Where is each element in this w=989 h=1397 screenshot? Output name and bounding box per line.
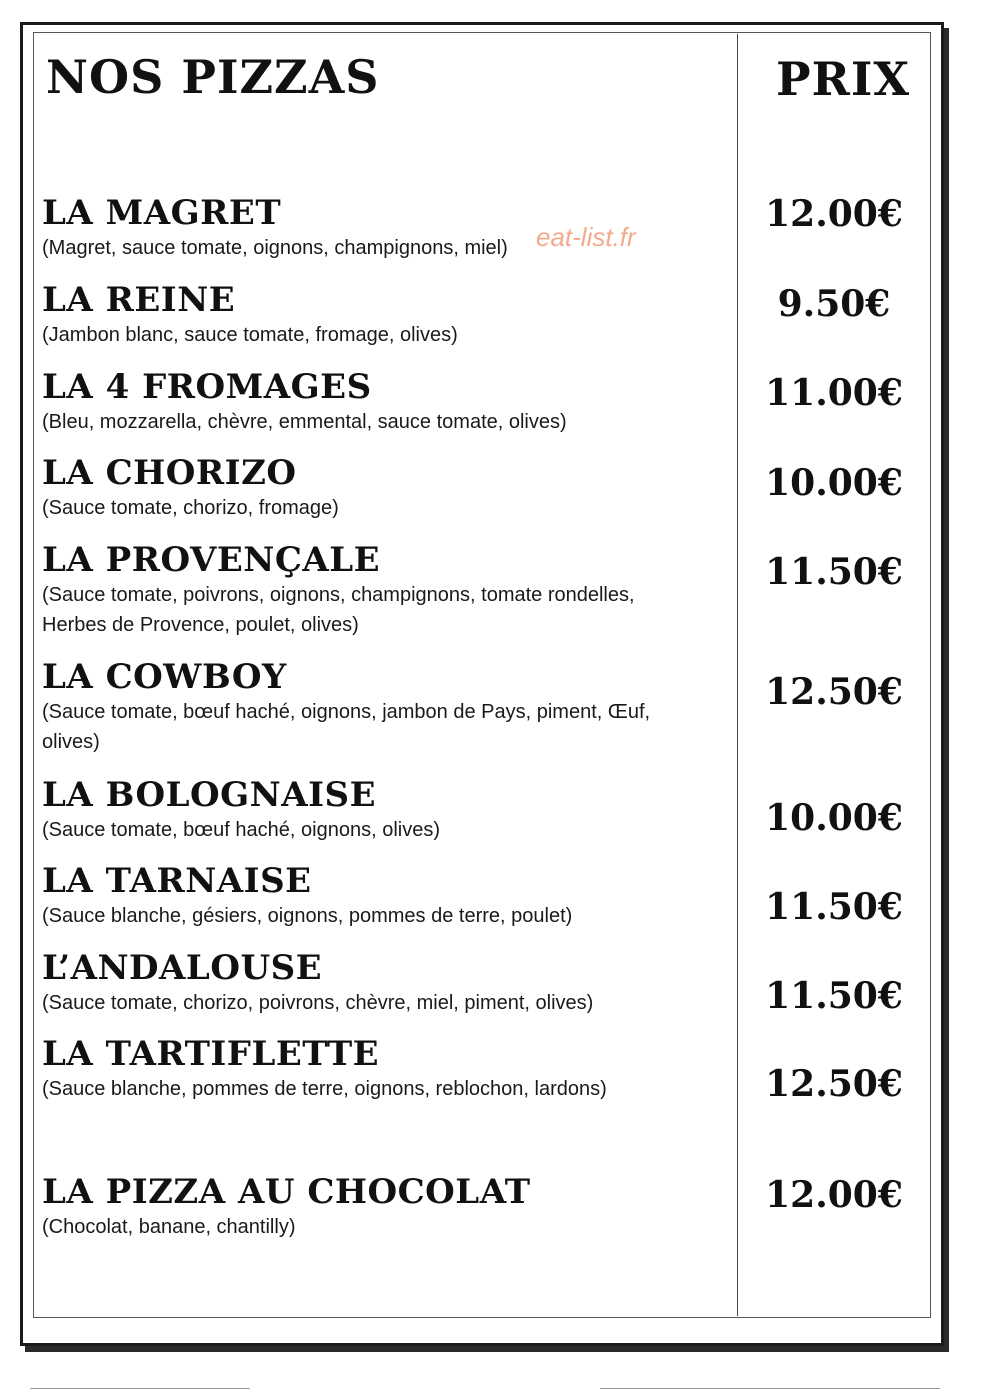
item-description: (Jambon blanc, sauce tomate, fromage, olives) [42, 324, 458, 346]
item-description: (Sauce blanche, gésiers, oignons, pommes de terre, poulet) [42, 905, 573, 927]
item-description: (Sauce tomate, bœuf haché, oignons, jambon de Pays, piment, Œuf, olives) [42, 701, 651, 753]
item-description: (Sauce tomate, chorizo, fromage) [42, 497, 339, 519]
item-price: 11.50€ [765, 551, 903, 593]
item-name: LA BOLOGNAISE [42, 775, 376, 815]
price-column-header: PRIX [776, 52, 911, 106]
menu-title: NOS PIZZAS [46, 50, 380, 104]
item-name: LA CHORIZO [42, 453, 297, 493]
item-price: 11.00€ [765, 372, 903, 414]
item-name: LA TARNAISE [42, 861, 312, 901]
watermark-logo: eat-list.fr [536, 222, 636, 252]
scan-artifact-line [600, 1388, 940, 1389]
price-column-divider [737, 34, 738, 1316]
menu-item-4-fromages [42, 367, 722, 437]
item-price: 10.00€ [765, 797, 903, 839]
item-price: 10.00€ [765, 462, 903, 504]
menu-item-provencale [42, 540, 652, 640]
item-description: (Sauce tomate, chorizo, poivrons, chèvre, miel, piment, olives) [42, 992, 594, 1014]
item-description: (Chocolat, banane, chantilly) [42, 1216, 296, 1238]
item-name: LA PIZZA AU CHOCOLAT [42, 1172, 531, 1212]
item-description: (Magret, sauce tomate, oignons, champignons, miel) [42, 237, 508, 259]
menu-item-cowboy [42, 657, 707, 757]
menu-item-tartiflette [42, 1034, 722, 1104]
scan-artifact-line [30, 1388, 250, 1389]
menu-item-tarnaise [42, 861, 722, 931]
item-name: LA REINE [42, 280, 236, 320]
item-price: 12.50€ [765, 1063, 903, 1105]
menu-item-reine [42, 280, 722, 350]
item-name: LA TARTIFLETTE [42, 1034, 380, 1074]
item-name: L’ANDALOUSE [42, 948, 323, 988]
item-description: (Sauce blanche, pommes de terre, oignons, reblochon, lardons) [42, 1078, 607, 1100]
item-price: 9.50€ [777, 283, 891, 325]
item-description: (Sauce tomate, poivrons, oignons, champignons, tomate rondelles, Herbes de Provence, poulet, olives) [42, 584, 635, 636]
item-name: LA COWBOY [42, 657, 287, 697]
item-name: LA 4 FROMAGES [42, 367, 372, 407]
menu-item-andalouse [42, 948, 722, 1018]
item-price: 12.00€ [765, 193, 903, 235]
menu-item-bolognaise [42, 775, 722, 845]
item-name: LA PROVENÇALE [42, 540, 381, 580]
item-price: 12.50€ [765, 671, 903, 713]
menu-item-chorizo [42, 453, 722, 523]
item-price: 12.00€ [765, 1174, 903, 1216]
item-description: (Bleu, mozzarella, chèvre, emmental, sauce tomate, olives) [42, 411, 567, 433]
item-description: (Sauce tomate, bœuf haché, oignons, olives) [42, 819, 440, 841]
item-price: 11.50€ [765, 886, 903, 928]
menu-item-pizza-au-chocolat [42, 1172, 722, 1242]
item-name: LA MAGRET [42, 193, 282, 233]
item-price: 11.50€ [765, 975, 903, 1017]
